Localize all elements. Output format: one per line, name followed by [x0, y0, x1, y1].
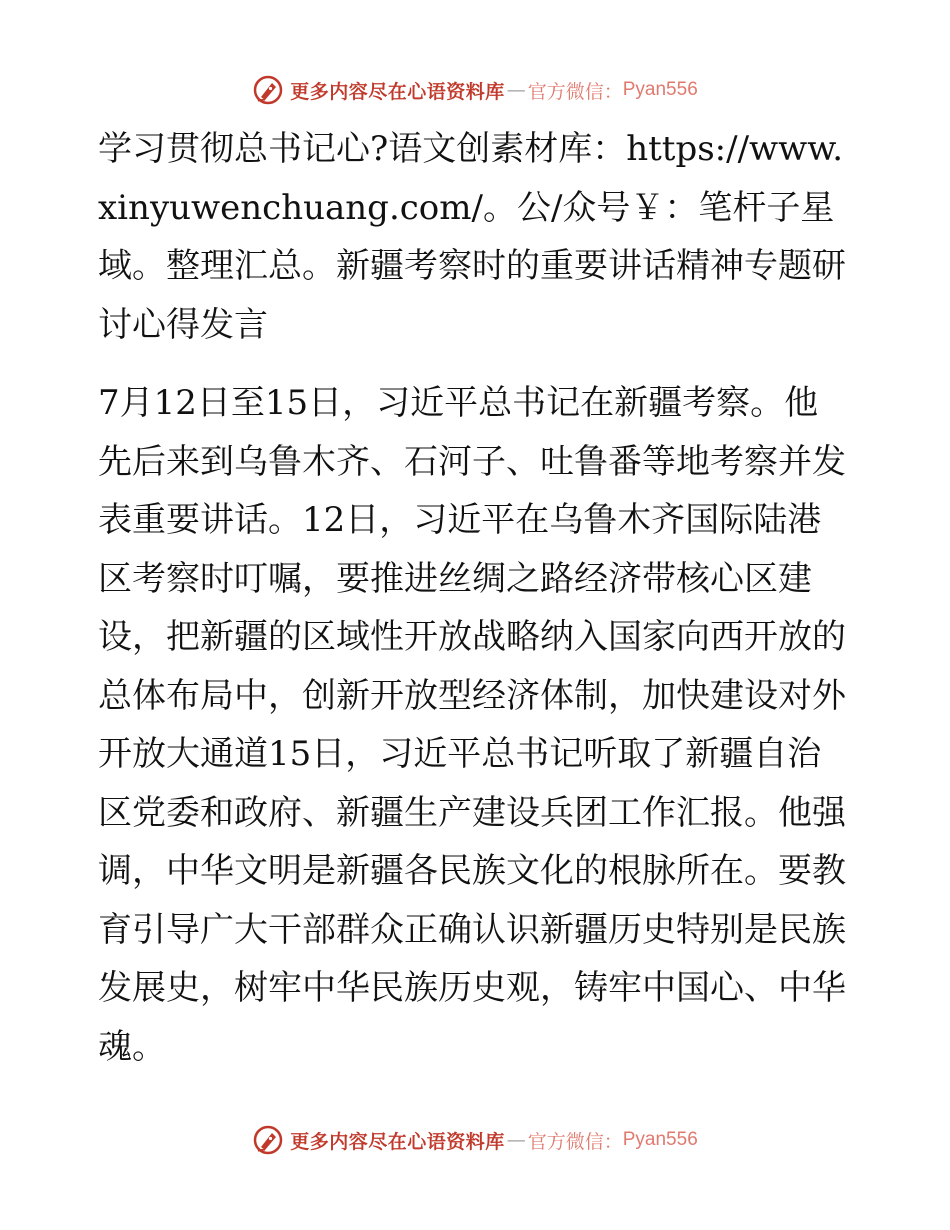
- promo-text: 更多内容尽在心语资料库: [290, 1130, 505, 1153]
- wechat-label: 官方微信：: [527, 1130, 623, 1153]
- intro-paragraph: 学习贯彻总书记心?语文创素材库：https://www.xinyuwenchuang.com/。公/众号￥：笔杆子星域。整理汇总。新疆考察时的重要讲话精神专题研讨心得发言: [98, 129, 846, 345]
- pen-nib-logo-icon: [252, 1124, 284, 1156]
- promo-text: 更多内容尽在心语资料库: [290, 80, 505, 103]
- banner-separator: —: [506, 1129, 526, 1151]
- pen-nib-logo-icon: [252, 74, 284, 106]
- wechat-label: 官方微信：: [527, 80, 623, 103]
- body-paragraph: 7月12日至15日，习近平总书记在新疆考察。他先后来到乌鲁木齐、石河子、吐鲁番等地考察并发表重要讲话。12日，习近平在乌鲁木齐国际陆港区考察时叮嘱，要推进丝绸之路经济带核心区建设，把新疆的区域性开放战略纳入国家向西开放的总体布局中，创新开放型经济体制，加快建设对外开放大通道15日，习近平总书记听取了新疆自治区党委和政府、新疆生产建设兵团工作汇报。他强调，中华文明是新疆各民族文化的根脉所在。要教育引导广大干部群众正确认识新疆历史特别是民族发展史，树牢中华民族历史观，铸牢中国心、中华魂。: [98, 383, 846, 1067]
- footer-banner: [0, 1120, 950, 1160]
- header-banner: [0, 70, 950, 110]
- wechat-id: Pyan556: [622, 1129, 698, 1150]
- wechat-id: Pyan556: [622, 79, 698, 100]
- banner-separator: —: [506, 79, 526, 101]
- document-body: [98, 120, 850, 1076]
